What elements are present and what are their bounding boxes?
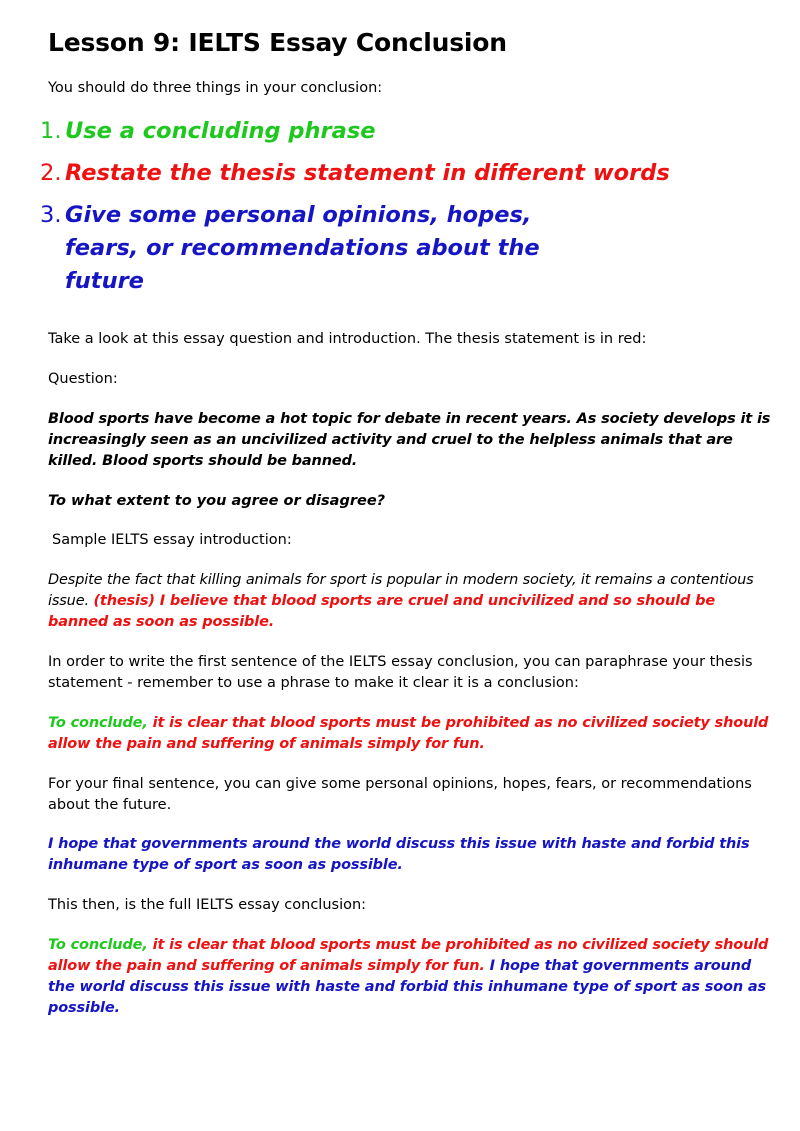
- full-restated-thesis: it is clear that blood sports must be prohibited as no civilized society should allow the pain and suffering of animals simply for fun.: [48, 937, 769, 974]
- page-title: Lesson 9: IELTS Essay Conclusion: [48, 28, 507, 57]
- restated-thesis: it is clear that blood sports must be prohibited as no civilized society should allow the pain and suffering of animals simply for fun.: [48, 715, 769, 752]
- step-1-number: 1.: [40, 118, 62, 144]
- sample-label: Sample IELTS essay introduction:: [52, 532, 292, 548]
- step-1-text: Use a concluding phrase: [65, 118, 376, 144]
- question-text: Blood sports have become a hot topic for debate in recent years. As society develops it is increasingly seen as an uncivilized activity and cruel to the helpless animals that are killed. Blood sports should be banned.: [48, 411, 771, 469]
- full-concluding-phrase: To conclude,: [48, 937, 148, 953]
- look-text: Take a look at this essay question and introduction. The thesis statement is in red:: [48, 331, 647, 347]
- paraphrase-instruction: In order to write the first sentence of the IELTS essay conclusion, you can paraphrase your thesis statement - remember to use a phrase to make it clear it is a conclusion:: [48, 654, 753, 691]
- concluding-phrase: To conclude,: [48, 715, 148, 731]
- full-conclusion-label: This then, is the full IELTS essay conclusion:: [48, 897, 367, 913]
- full-hope-sentence: I hope that governments around the world discuss this issue with haste and forbid this inhumane type of sport as soon as possible.: [48, 958, 767, 1016]
- step-3-number: 3.: [40, 202, 62, 228]
- final-instruction: For your final sentence, you can give some personal opinions, hopes, fears, or recommendations about the future.: [48, 776, 752, 813]
- full-conclusion: [48, 935, 772, 1019]
- thesis-statement: (thesis) I believe that blood sports are cruel and uncivilized and so should be banned as soon as possible.: [48, 593, 716, 630]
- intro-text: You should do three things in your conclusion:: [48, 80, 383, 96]
- restated-thesis-paragraph: [48, 713, 772, 755]
- sample-introduction: [48, 570, 772, 633]
- intro-sentence: Despite the fact that killing animals for sport is popular in modern society, it remains a contentious issue.: [48, 572, 754, 609]
- question-label: Question:: [48, 371, 118, 387]
- hope-sentence: I hope that governments around the world discuss this issue with haste and forbid this inhumane type of sport as soon as possible.: [48, 836, 750, 873]
- step-2-text: Restate the thesis statement in different words: [65, 160, 670, 186]
- step-2-number: 2.: [40, 160, 62, 186]
- step-3-text: Give some personal opinions, hopes, fears, or recommendations about the future: [65, 202, 540, 294]
- question-prompt: To what extent to you agree or disagree?: [48, 493, 386, 509]
